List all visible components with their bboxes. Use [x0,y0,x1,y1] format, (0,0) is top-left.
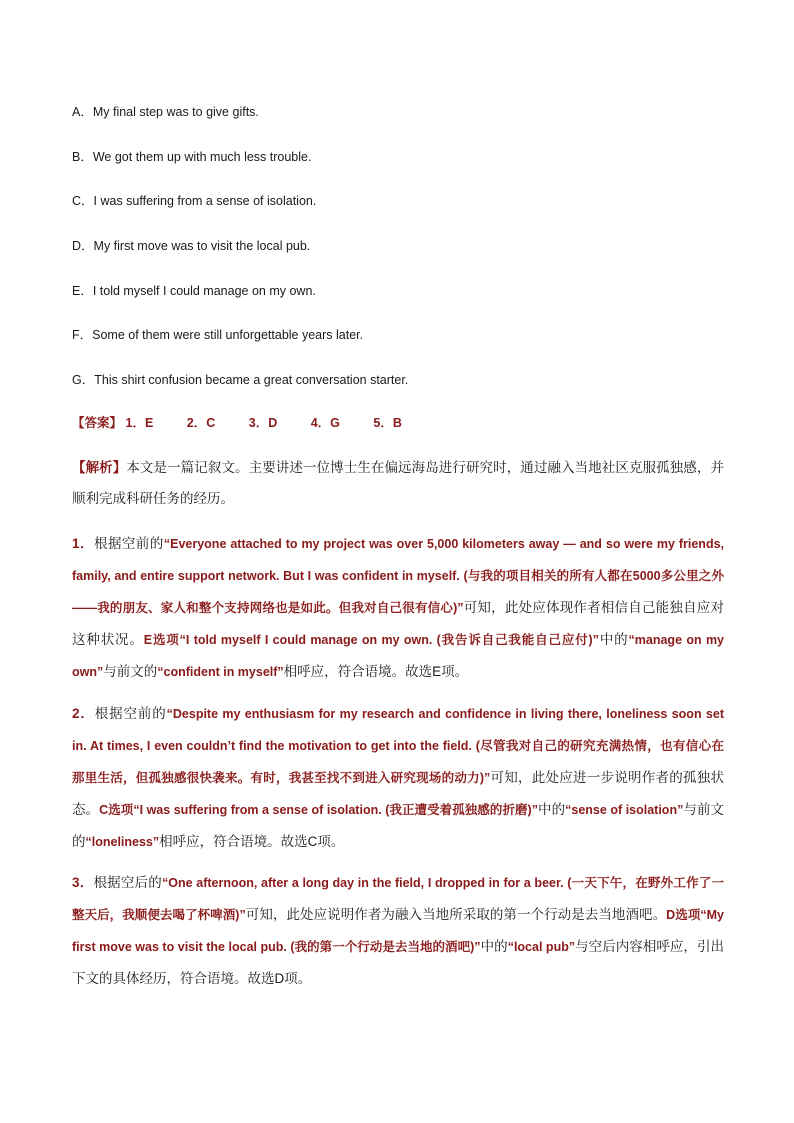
option-e [72,283,316,299]
explanation-keyword: “loneliness” [85,835,160,849]
explanation-quote: “Everyone attached to my project was over 5,000 kilometers away — and so were my friends, family, and entire support network. But I was confident in myself. (与我的项目相关的所有人都在5000多公里之外——我的朋友、家人和整个支持网络也是如此。但我对自己很有信心)” [72,537,725,615]
explanation-lead: 根据空前的 [94,706,167,721]
explanation-quote: “One afternoon, after a long day in the field, I dropped in for a beer. (一天下午，在野外工作了一整天后，我顺便去喝了杯啤酒)” [72,876,725,922]
option-text: I told myself I could manage on my own. [92,284,316,298]
explanation-quote: “Despite my enthusiasm for my research and confidence in living there, loneliness soon set in. At times, I even couldn’t find the motivation to get into the field. (尽管我对自己的研究充满热情，也有信心在那里生活，但孤独感很快袭来。有时，我甚至找不到进入研究现场的动力)” [72,707,724,785]
explanation-keyword: “sense of isolation” [565,803,684,817]
explanation-2 [72,698,724,858]
explanation-conclusion: 相呼应，符合语境。故选E项。 [283,664,469,679]
option-letter: C． [72,194,94,208]
explanation-text: 与空后内容相呼应，引出下文的具体经历，符合语境。故选D项。 [72,939,725,986]
explanation-text: 可知，此处应说明作者为融入当地所采取的第一个行动是去当地酒吧。 [245,907,667,922]
option-f [72,327,363,343]
option-c [72,193,316,209]
answer-item: 1．E [125,416,154,430]
option-letter: F． [72,328,93,342]
option-b [72,149,311,165]
answer-item: 4．G [310,416,340,430]
explanation-text: 中的 [598,632,629,647]
option-letter: A． [72,105,93,119]
option-a [72,104,259,120]
explanation-lead: 根据空前的 [93,536,164,551]
option-text: I was suffering from a sense of isolation. [93,194,317,208]
analysis-tag: 【解析】 [72,460,127,475]
explanation-3 [72,867,724,994]
explanation-number: 1． [72,536,94,551]
explanation-text: 可知，此处应进一步说明作者的孤独状态。 [72,770,725,817]
option-d [72,238,310,254]
explanation-number: 2． [72,706,95,721]
option-letter: G． [72,373,95,387]
explanation-lead: 根据空后的 [93,875,162,890]
option-text: My final step was to give gifts. [92,105,259,119]
option-letter: E． [72,284,93,298]
answer-item: 3．D [248,416,278,430]
explanation-text: 可知，此处应体现作者相信自己能独自应对这种状况。 [72,600,725,647]
explanation-keyword: “local pub” [507,940,576,954]
option-text: Some of them were still unforgettable years later. [92,328,364,342]
explanation-text: 与前文的 [103,664,158,679]
answer-item: 5．B [373,416,402,430]
analysis-paragraph [72,452,724,514]
option-letter: D． [72,239,94,253]
explanation-text: 与前文的 [72,802,725,849]
explanation-1 [72,528,724,688]
answer-item: 2．C [186,416,216,430]
explanation-text: 中的 [480,939,508,954]
answer-key [72,415,432,431]
explanation-keyword: “manage on my own” [72,633,725,679]
explanation-keyword: “confident in myself” [157,665,284,679]
explanation-number: 3． [72,875,94,890]
explanation-option-quote: D选项“My first move was to visit the local pub. (我的第一个行动是去当地的酒吧)” [72,908,724,954]
explanation-conclusion: 相呼应，符合语境。故选C项。 [159,834,345,849]
explanation-text: 中的 [537,802,566,817]
option-text: We got them up with much less trouble. [92,150,312,164]
answer-tag: 【答案】 [72,416,123,430]
option-letter: B． [72,150,93,164]
option-text: My first move was to visit the local pub. [93,239,311,253]
option-text: This shirt confusion became a great conversation starter. [94,373,409,387]
analysis-text: 本文是一篇记叙文。主要讲述一位博士生在偏远海岛进行研究时，通过融入当地社区克服孤独感，并顺利完成科研任务的经历。 [72,460,725,506]
explanation-option-quote: E选项“I told myself I could manage on my own. (我告诉自己我能自己应付)” [143,633,599,647]
explanation-option-quote: C选项“I was suffering from a sense of isolation. (我正遭受着孤独感的折磨)” [99,803,538,817]
option-g [72,372,408,388]
